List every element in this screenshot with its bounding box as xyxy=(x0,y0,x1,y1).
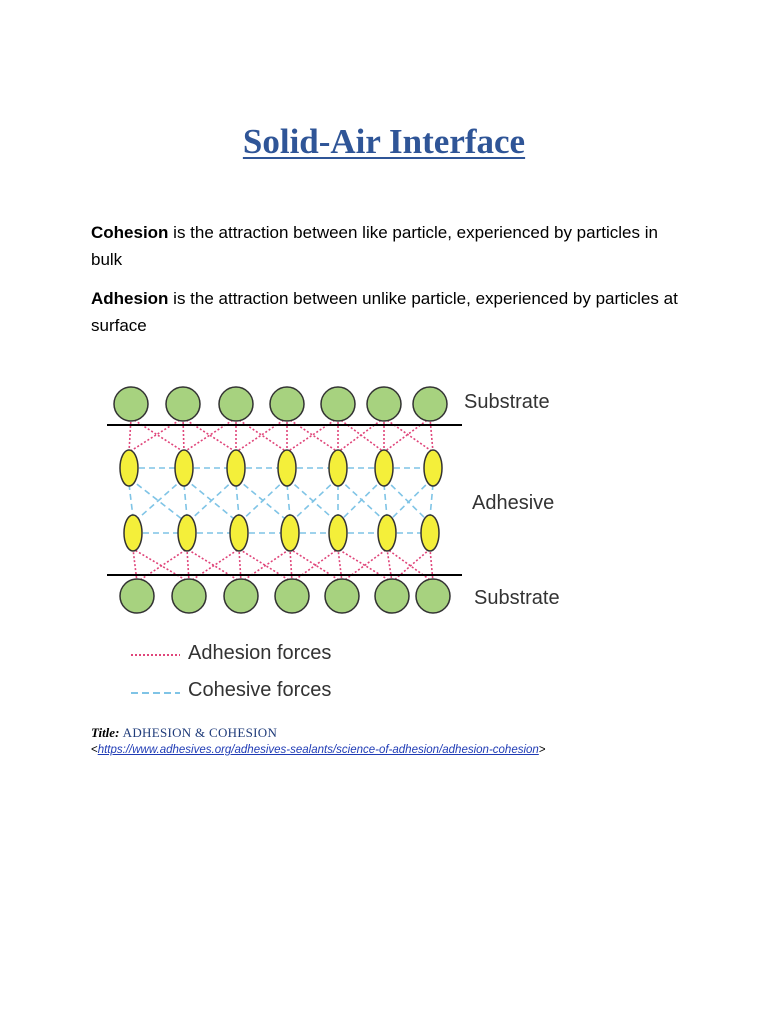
cohesive-force-line xyxy=(290,478,338,523)
source-link[interactable]: https://www.adhesives.org/adhesives-sealants/science-of-adhesion/adhesion-cohesion xyxy=(97,744,539,756)
adhesive-particle xyxy=(424,450,442,486)
source-open-bracket: < xyxy=(91,744,98,756)
cohesion-paragraph xyxy=(91,219,691,273)
adhesion-force-line xyxy=(292,549,338,582)
figure-caption xyxy=(91,725,277,741)
substrate-particle xyxy=(166,387,200,421)
source-reference xyxy=(91,744,546,756)
cohesive-force-line xyxy=(129,484,133,517)
substrate-particle xyxy=(367,387,401,421)
substrate-particle xyxy=(270,387,304,421)
adhesion-force-line xyxy=(392,549,430,582)
adhesion-paragraph xyxy=(91,285,691,339)
adhesive-particle xyxy=(329,515,347,551)
substrate-particle xyxy=(375,579,409,613)
substrate-particle xyxy=(219,387,253,421)
adhesive-particle xyxy=(278,450,296,486)
adhesive-particle xyxy=(329,450,347,486)
adhesion-force-line xyxy=(133,549,189,582)
cohesion-term: Cohesion xyxy=(91,223,169,242)
adhesive-particle xyxy=(375,450,393,486)
adhesion-force-line xyxy=(137,549,187,582)
substrate-particle xyxy=(172,579,206,613)
adhesive-particle xyxy=(281,515,299,551)
cohesion-definition: is the attraction between like particle, experienced by particles in bulk xyxy=(91,223,658,269)
cohesive-force-line xyxy=(338,478,384,523)
adhesion-cohesion-diagram xyxy=(100,372,570,712)
adhesive-particle xyxy=(124,515,142,551)
adhesive-particle xyxy=(120,450,138,486)
adhesion-force-line xyxy=(133,549,137,582)
source-close-bracket: > xyxy=(538,744,546,756)
substrate-top-label: Substrate xyxy=(464,391,550,413)
adhesive-particle xyxy=(421,515,439,551)
adhesion-force-line xyxy=(387,549,392,582)
substrate-particle xyxy=(413,387,447,421)
adhesion-force-line xyxy=(387,549,433,582)
adhesion-force-line xyxy=(430,549,433,582)
substrate-particle xyxy=(325,579,359,613)
adhesion-definition: is the attraction between unlike particle, experienced by particles at surface xyxy=(91,289,678,335)
adhesion-force-line xyxy=(129,418,131,452)
cohesive-force-line xyxy=(384,484,387,517)
caption-value: ADHESION & COHESION xyxy=(122,725,278,740)
adhesion-force-line xyxy=(290,549,292,582)
cohesive-force-line xyxy=(133,478,184,523)
force-lines xyxy=(129,418,433,582)
substrate-particle xyxy=(416,579,450,613)
adhesion-force-line xyxy=(187,549,189,582)
cohesive-force-line xyxy=(287,484,290,517)
cohesive-legend-label: Cohesive forces xyxy=(188,679,332,701)
adhesive-particle xyxy=(230,515,248,551)
adhesive-particle xyxy=(227,450,245,486)
caption-label: Title: xyxy=(91,725,120,740)
particles xyxy=(114,387,450,613)
substrate-particle xyxy=(321,387,355,421)
cohesive-force-line xyxy=(184,484,187,517)
cohesive-force-line xyxy=(239,478,287,523)
adhesive-particle xyxy=(178,515,196,551)
cohesive-force-line xyxy=(430,484,433,517)
page-title: Solid-Air Interface xyxy=(242,122,526,161)
adhesion-legend-label: Adhesion forces xyxy=(188,642,332,664)
substrate-particle xyxy=(120,579,154,613)
cohesive-force-line xyxy=(187,478,236,523)
substrate-particle xyxy=(114,387,148,421)
adhesive-label: Adhesive xyxy=(472,492,555,514)
adhesive-particle xyxy=(175,450,193,486)
adhesion-force-line xyxy=(239,549,241,582)
substrate-bottom-label: Substrate xyxy=(474,587,560,609)
adhesive-particle xyxy=(378,515,396,551)
substrate-particle xyxy=(224,579,258,613)
adhesion-force-line xyxy=(430,418,433,452)
cohesive-force-line xyxy=(236,484,239,517)
adhesion-term: Adhesion xyxy=(91,289,169,308)
adhesion-force-line xyxy=(338,549,342,582)
adhesion-force-line xyxy=(241,549,290,582)
adhesion-force-line xyxy=(183,418,184,452)
substrate-particle xyxy=(275,579,309,613)
